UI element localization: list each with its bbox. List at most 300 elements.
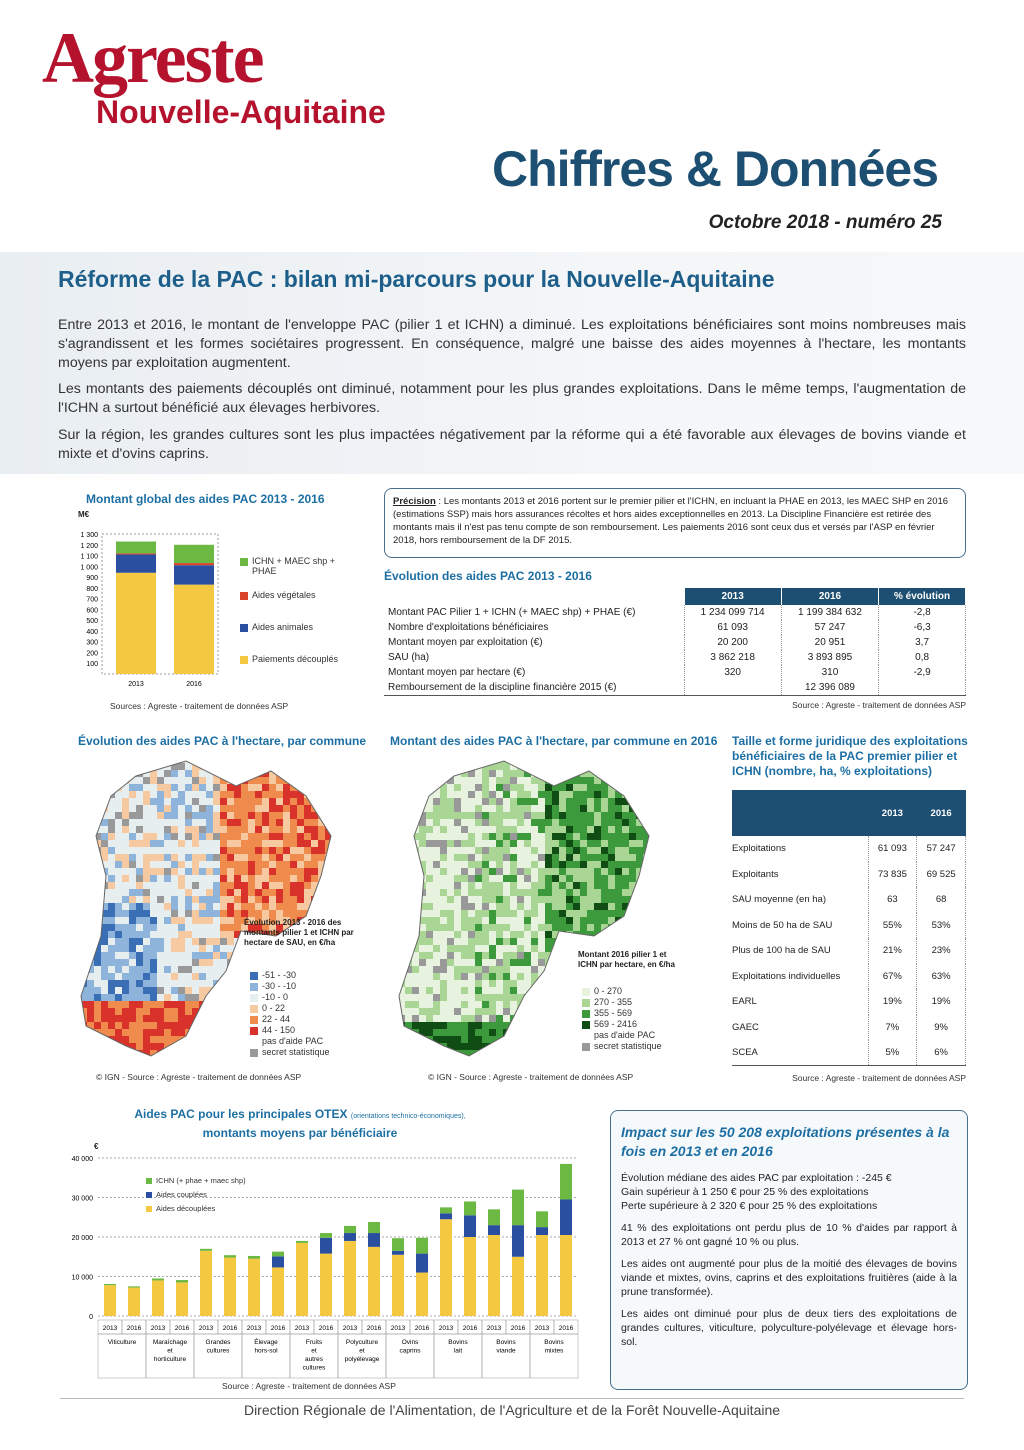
legend-label: -51 - -30 bbox=[262, 970, 297, 980]
table-cell: 0,8 bbox=[879, 650, 966, 665]
taille-header bbox=[732, 790, 868, 836]
table-cell: Montant PAC Pilier 1 + ICHN (+ MAEC shp) + PHAE (€) bbox=[384, 605, 684, 620]
x-tick-label: 2016 bbox=[318, 1325, 334, 1332]
group-label: et bbox=[311, 1347, 317, 1355]
group-label: horticulture bbox=[153, 1356, 187, 1363]
table-cell: -2,9 bbox=[879, 665, 966, 680]
bar-segment bbox=[272, 1256, 284, 1267]
chart2-legend bbox=[146, 1176, 246, 1218]
map2-legend-item bbox=[582, 997, 662, 1007]
article-title: Réforme de la PAC : bilan mi-parcours pour la Nouvelle-Aquitaine bbox=[58, 266, 775, 292]
bar-segment bbox=[320, 1238, 332, 1254]
legend-swatch bbox=[240, 592, 248, 600]
group-label: hors-sol bbox=[254, 1347, 278, 1355]
table-cell: 61 093 bbox=[868, 836, 917, 862]
x-tick-label: 2013 bbox=[534, 1325, 550, 1332]
bar-segment bbox=[488, 1209, 500, 1225]
bar-segment bbox=[128, 1286, 140, 1287]
y-tick-label: 900 bbox=[86, 575, 98, 583]
map2-legend-item bbox=[582, 1019, 662, 1029]
y-tick-label: 500 bbox=[86, 618, 98, 626]
legend-label: Aides animales bbox=[252, 622, 314, 632]
map2-legend-item bbox=[582, 1041, 662, 1051]
map2-legend-item bbox=[582, 1030, 662, 1040]
bar-segment bbox=[116, 542, 156, 554]
group-label: cultures bbox=[206, 1347, 230, 1355]
map1-legend-item bbox=[250, 1036, 330, 1046]
bar-segment bbox=[248, 1256, 260, 1259]
group-label: polyélevage bbox=[344, 1356, 380, 1363]
x-tick-label: 2013 bbox=[294, 1325, 310, 1332]
y-tick-label: 1 000 bbox=[80, 564, 98, 572]
logo-region: Nouvelle-Aquitaine bbox=[96, 94, 386, 130]
map2-title: Montant des aides PAC à l'hectare, par commune en 2016 bbox=[390, 734, 718, 748]
group-label: Viticulture bbox=[107, 1339, 137, 1346]
chart2-subtitle: montants moyens par bénéficiaire bbox=[202, 1126, 398, 1140]
table-cell: 7% bbox=[868, 1015, 917, 1041]
legend-label: 22 - 44 bbox=[262, 1014, 291, 1024]
table-cell: SCEA bbox=[732, 1040, 868, 1066]
x-tick-label: 2013 bbox=[150, 1325, 166, 1332]
x-tick-label: 2016 bbox=[270, 1325, 286, 1332]
bar-segment bbox=[224, 1255, 236, 1257]
evolution-row bbox=[384, 635, 966, 650]
table-cell: 19% bbox=[917, 989, 966, 1015]
chart2-title-main: Aides PAC pour les principales OTEX bbox=[134, 1107, 348, 1121]
group-label: Polyculture bbox=[345, 1339, 379, 1346]
table-cell: 20 200 bbox=[684, 635, 781, 650]
impact-paragraph: Évolution médiane des aides PAC par exploitation : -245 € Gain supérieur à 1 250 € pour 25 % des exploitations Perte supérieure à 2 320 € pour 25 % des exploitations bbox=[621, 1172, 892, 1212]
bar-segment bbox=[296, 1243, 308, 1316]
table-cell: Moins de 50 ha de SAU bbox=[732, 913, 868, 939]
chart1-svg bbox=[60, 520, 235, 702]
impact-title: Impact sur les 50 208 exploitations présentes à la fois en 2013 et en 2016 bbox=[621, 1124, 950, 1159]
y-tick-label: 0 bbox=[89, 1314, 93, 1321]
map2-legend-item bbox=[582, 986, 662, 996]
table-cell: 6% bbox=[917, 1040, 966, 1066]
evolution-title: Évolution des aides PAC 2013 - 2016 bbox=[384, 569, 592, 583]
x-tick-label: 2013 bbox=[198, 1325, 214, 1332]
legend-swatch bbox=[240, 624, 248, 632]
x-tick-label: 2016 bbox=[186, 681, 202, 688]
x-tick-label: 2013 bbox=[128, 681, 144, 688]
chart2-source: Source : Agreste - traitement de données ASP bbox=[222, 1381, 396, 1391]
evolution-row bbox=[384, 680, 966, 695]
map1-legend-item bbox=[250, 1047, 330, 1057]
bar-segment bbox=[512, 1225, 524, 1257]
bar-segment bbox=[116, 573, 156, 674]
taille-title: Taille et forme juridique des exploitations bénéficiaires de la PAC premier pilier et ICHN (nombre, ha, % exploitations) bbox=[732, 734, 968, 778]
map1-legend-item bbox=[250, 970, 330, 980]
bar-segment bbox=[464, 1237, 476, 1316]
table-cell: Exploitations individuelles bbox=[732, 964, 868, 990]
x-tick-label: 2013 bbox=[342, 1325, 358, 1332]
group-label: Fruits bbox=[305, 1339, 323, 1346]
y-tick-label: 300 bbox=[86, 639, 98, 647]
taille-row bbox=[732, 938, 966, 964]
bar-segment bbox=[488, 1225, 500, 1235]
table-cell: 57 247 bbox=[917, 836, 966, 862]
bar-segment bbox=[104, 1285, 116, 1316]
table-cell: 5% bbox=[868, 1040, 917, 1066]
legend-swatch bbox=[582, 1021, 590, 1029]
table-cell: SAU (ha) bbox=[384, 650, 684, 665]
bar-segment bbox=[440, 1219, 452, 1316]
bar-segment bbox=[536, 1211, 548, 1227]
chart2-title bbox=[40, 1106, 560, 1142]
chart2-svg bbox=[54, 1148, 584, 1384]
map1-title: Évolution des aides PAC à l'hectare, par commune bbox=[78, 734, 367, 748]
bar-segment bbox=[416, 1273, 428, 1316]
table-cell: Remboursement de la discipline financière 2015 (€) bbox=[384, 680, 684, 695]
legend-swatch bbox=[146, 1206, 152, 1212]
evolution-table bbox=[384, 588, 966, 696]
y-tick-label: 400 bbox=[86, 628, 98, 636]
table-cell: 63% bbox=[917, 964, 966, 990]
bar-segment bbox=[560, 1199, 572, 1235]
legend-label: secret statistique bbox=[262, 1047, 330, 1057]
chart1-legend-item bbox=[240, 654, 352, 664]
evolution-row bbox=[384, 605, 966, 620]
chart2-unit: € bbox=[94, 1142, 99, 1151]
intro-paragraph: Sur la région, les grandes cultures sont les plus impactées négativement par la réforme qui a été favorable aux élevages de bovins viande et mixte et d'ovins caprins. bbox=[58, 427, 966, 462]
legend-label: Aides couplées bbox=[156, 1190, 207, 1199]
legend-swatch bbox=[240, 656, 248, 664]
x-tick-label: 2013 bbox=[102, 1325, 118, 1332]
x-tick-label: 2013 bbox=[486, 1325, 502, 1332]
bar-segment bbox=[200, 1251, 212, 1316]
map1-legend-item bbox=[250, 981, 330, 991]
table-cell: EARL bbox=[732, 989, 868, 1015]
legend-swatch bbox=[250, 972, 258, 980]
table-cell: 61 093 bbox=[684, 620, 781, 635]
group-label: Bovins bbox=[544, 1339, 564, 1346]
bar-segment bbox=[320, 1254, 332, 1316]
x-tick-label: 2016 bbox=[510, 1325, 526, 1332]
table-cell: Plus de 100 ha de SAU bbox=[732, 938, 868, 964]
table-cell: Montant moyen par hectare (€) bbox=[384, 665, 684, 680]
precision-text: : Les montants 2013 et 2016 portent sur le premier pilier et l'ICHN, en incluant la PHAE en 2013, les MAEC SHP en 2016 (estimations SSP) mais hors assurances récoltes et hors aides exceptionnelles en 2013. La Discipline Financière est retirée des montants mais il n'est pas tenu compte de son remboursement. Les paiements 2016 sont ceux dus et versés par l'ASP en février 2018, hors remboursement de la DF 2015. bbox=[393, 496, 949, 546]
bar-segment bbox=[416, 1238, 428, 1254]
evolution-row bbox=[384, 665, 966, 680]
impact-paragraph: Les aides ont diminué pour plus de deux tiers des exploitations de grandes cultures, viticulture, polyculture-polyélevage et élevage hors-sol. bbox=[621, 1308, 957, 1348]
bar-segment bbox=[296, 1241, 308, 1243]
bar-segment bbox=[344, 1241, 356, 1316]
table-cell bbox=[879, 680, 966, 695]
bar-segment bbox=[368, 1222, 380, 1233]
bar-segment bbox=[392, 1251, 404, 1255]
chart2-legend-item bbox=[146, 1190, 246, 1199]
table-cell: 1 199 384 632 bbox=[781, 605, 878, 620]
x-tick-label: 2016 bbox=[462, 1325, 478, 1332]
y-tick-label: 40 000 bbox=[71, 1156, 93, 1163]
chart1-legend bbox=[240, 556, 352, 664]
map2-legend-title: Montant 2016 pilier 1 et ICHN par hectare, en €/ha bbox=[578, 950, 675, 969]
precision-box bbox=[384, 488, 966, 558]
bar-segment bbox=[440, 1213, 452, 1219]
table-cell: 310 bbox=[781, 665, 878, 680]
group-label: lait bbox=[453, 1347, 463, 1355]
group-label: et bbox=[167, 1347, 173, 1355]
legend-swatch bbox=[250, 1027, 258, 1035]
taille-row bbox=[732, 836, 966, 862]
table-cell: 23% bbox=[917, 938, 966, 964]
chart1-title: Montant global des aides PAC 2013 - 2016 bbox=[86, 492, 325, 506]
bar-segment bbox=[152, 1280, 164, 1316]
y-tick-label: 100 bbox=[86, 661, 98, 669]
legend-swatch bbox=[250, 1005, 258, 1013]
x-tick-label: 2013 bbox=[438, 1325, 454, 1332]
map1-legend-item bbox=[250, 992, 330, 1002]
group-label: Ovins bbox=[401, 1339, 419, 1346]
legend-swatch bbox=[146, 1178, 152, 1184]
legend-label: -10 - 0 bbox=[262, 992, 289, 1002]
bar-segment bbox=[464, 1215, 476, 1237]
evolution-header: % évolution bbox=[879, 588, 966, 605]
legend-swatch bbox=[250, 994, 258, 1002]
bar-segment bbox=[560, 1235, 572, 1316]
bar-segment bbox=[320, 1233, 332, 1238]
x-tick-label: 2016 bbox=[174, 1325, 190, 1332]
group-label: autres bbox=[304, 1356, 324, 1363]
group-label: Grandes bbox=[205, 1339, 231, 1346]
x-tick-label: 2016 bbox=[126, 1325, 142, 1332]
chart1-legend-item bbox=[240, 590, 352, 600]
y-tick-label: 10 000 bbox=[71, 1274, 93, 1282]
legend-label: 0 - 270 bbox=[594, 986, 623, 996]
bar-segment bbox=[176, 1280, 188, 1282]
table-cell: Nombre d'exploitations bénéficiaires bbox=[384, 620, 684, 635]
y-tick-label: 20 000 bbox=[71, 1235, 93, 1242]
x-tick-label: 2013 bbox=[246, 1325, 262, 1332]
bar-segment bbox=[560, 1164, 572, 1200]
evolution-header bbox=[384, 588, 684, 605]
group-label: cultures bbox=[302, 1364, 326, 1372]
bar-segment bbox=[128, 1288, 140, 1316]
group-label: caprins bbox=[399, 1347, 421, 1355]
table-cell: 20 951 bbox=[781, 635, 878, 650]
intro-paragraph: Entre 2013 et 2016, le montant de l'enveloppe PAC (pilier 1 et ICHN) a diminué. Les exploitations bénéficiaires sont moins nombreuses mais s'agrandissent et les formes sociétaires progressent. En conséquence, malgré une baisse des aides moyennes à l'hectare, les montants moyens par exploitation augmentent. bbox=[58, 317, 966, 371]
chart2-legend-item bbox=[146, 1204, 246, 1213]
bar-segment bbox=[116, 553, 156, 554]
legend-label: -30 - -10 bbox=[262, 981, 297, 991]
table-cell: 19% bbox=[868, 989, 917, 1015]
table-cell: 1 234 099 714 bbox=[684, 605, 781, 620]
table-cell: 69 525 bbox=[917, 862, 966, 888]
bar-segment bbox=[512, 1190, 524, 1226]
bar-segment bbox=[224, 1258, 236, 1316]
chart1-legend-item bbox=[240, 556, 352, 576]
table-cell: -6,3 bbox=[879, 620, 966, 635]
taille-row bbox=[732, 989, 966, 1015]
table-cell: 53% bbox=[917, 913, 966, 939]
bar-segment bbox=[488, 1235, 500, 1316]
bar-segment bbox=[272, 1267, 284, 1316]
map1-legend-item bbox=[250, 1014, 330, 1024]
legend-swatch bbox=[250, 1016, 258, 1024]
impact-paragraph: 41 % des exploitations ont perdu plus de 10 % d'aides par rapport à 2013 et 27 % ont gagné 10 % ou plus. bbox=[621, 1222, 957, 1248]
table-cell: 320 bbox=[684, 665, 781, 680]
bar-segment bbox=[200, 1249, 212, 1251]
table-cell: Exploitants bbox=[732, 862, 868, 888]
legend-swatch bbox=[240, 558, 248, 566]
chart2-title-note: (orientations technico-économiques), bbox=[350, 1113, 466, 1120]
bar-segment bbox=[512, 1257, 524, 1316]
legend-label: pas d'aide PAC bbox=[262, 1036, 324, 1046]
evolution-row bbox=[384, 620, 966, 635]
map1-legend-title: Évolution 2013 - 2016 des montants pilier 1 et ICHN par hectare de SAU, en €/ha bbox=[244, 918, 354, 947]
chart1-unit: M€ bbox=[78, 510, 90, 519]
table-cell: 3 862 218 bbox=[684, 650, 781, 665]
legend-swatch bbox=[582, 1032, 590, 1040]
table-cell bbox=[684, 680, 781, 695]
taille-header: 2016 bbox=[917, 790, 966, 836]
legend-swatch bbox=[582, 1010, 590, 1018]
map2-legend-item bbox=[582, 1008, 662, 1018]
legend-label: 270 - 355 bbox=[594, 997, 633, 1007]
legend-label: 44 - 150 bbox=[262, 1025, 296, 1035]
x-tick-label: 2016 bbox=[558, 1325, 574, 1332]
legend-swatch bbox=[250, 1049, 258, 1057]
table-cell: 3,7 bbox=[879, 635, 966, 650]
table-cell: 67% bbox=[868, 964, 917, 990]
bar-segment bbox=[176, 1282, 188, 1316]
legend-label: 0 - 22 bbox=[262, 1003, 286, 1013]
group-label: Maraîchage bbox=[152, 1339, 188, 1346]
bar-segment bbox=[368, 1247, 380, 1316]
y-tick-label: 800 bbox=[86, 585, 98, 593]
legend-swatch bbox=[582, 999, 590, 1007]
group-label: Élevage bbox=[254, 1339, 278, 1346]
bar-segment bbox=[416, 1254, 428, 1273]
bar-segment bbox=[536, 1227, 548, 1235]
y-tick-label: 30 000 bbox=[71, 1195, 93, 1203]
table-cell: GAEC bbox=[732, 1015, 868, 1041]
table-cell: 3 893 895 bbox=[781, 650, 878, 665]
bar-segment bbox=[536, 1235, 548, 1316]
intro-paragraph: Les montants des paiements découplés ont diminué, notamment pour les plus grandes exploitations. Dans le même temps, l'augmentation de l'ICHN a surtout bénéficié aux élevages herbivores. bbox=[58, 381, 966, 416]
legend-swatch bbox=[250, 983, 258, 991]
y-tick-label: 1 100 bbox=[80, 553, 98, 561]
legend-swatch bbox=[582, 988, 590, 996]
map1-legend-item bbox=[250, 1025, 330, 1035]
taille-row bbox=[732, 862, 966, 888]
bar-segment bbox=[174, 585, 214, 674]
group-label: et bbox=[359, 1347, 365, 1355]
bar-segment bbox=[368, 1233, 380, 1247]
x-tick-label: 2016 bbox=[366, 1325, 382, 1332]
taille-source: Source : Agreste - traitement de données ASP bbox=[792, 1073, 966, 1083]
legend-label: 355 - 569 bbox=[594, 1008, 633, 1018]
evolution-source: Source : Agreste - traitement de données ASP bbox=[792, 700, 966, 710]
bar-segment bbox=[392, 1255, 404, 1316]
y-tick-label: 700 bbox=[86, 596, 98, 604]
bar-segment bbox=[272, 1252, 284, 1257]
legend-label: pas d'aide PAC bbox=[594, 1030, 656, 1040]
bar-segment bbox=[344, 1226, 356, 1233]
y-tick-label: 200 bbox=[86, 650, 98, 658]
table-cell: 57 247 bbox=[781, 620, 878, 635]
table-cell: -2,8 bbox=[879, 605, 966, 620]
bar-segment bbox=[174, 563, 214, 565]
chart2-legend-item bbox=[146, 1176, 246, 1185]
table-cell: 12 396 089 bbox=[781, 680, 878, 695]
legend-label: Aides découplées bbox=[156, 1204, 216, 1213]
bar-segment bbox=[440, 1207, 452, 1213]
bar-segment bbox=[174, 545, 214, 563]
impact-box bbox=[610, 1110, 968, 1390]
map1-legend bbox=[250, 970, 330, 1058]
bar-segment bbox=[152, 1278, 164, 1280]
x-tick-label: 2016 bbox=[414, 1325, 430, 1332]
legend-label: 569 - 2416 bbox=[594, 1019, 638, 1029]
logo-agreste: Agreste bbox=[42, 18, 263, 98]
bar-segment bbox=[116, 554, 156, 572]
group-label: mixtes bbox=[544, 1347, 564, 1355]
map2-source: © IGN - Source : Agreste - traitement de données ASP bbox=[428, 1072, 634, 1082]
legend-label: Paiements découplés bbox=[252, 654, 339, 664]
map1-source: © IGN - Source : Agreste - traitement de données ASP bbox=[96, 1072, 302, 1082]
evolution-header: 2016 bbox=[781, 588, 878, 605]
bar-segment bbox=[104, 1284, 116, 1285]
precision-label: Précision bbox=[393, 496, 436, 507]
table-cell: 68 bbox=[917, 887, 966, 913]
impact-paragraph: Les aides ont augmenté pour plus de la moitié des élevages de bovins viande et mixtes, ovins, caprins et des exploitations fruitières (aide à la prune transformée). bbox=[621, 1258, 957, 1298]
y-tick-label: 600 bbox=[86, 607, 98, 615]
legend-swatch bbox=[250, 1038, 258, 1046]
publication-series: Chiffres & Données bbox=[492, 141, 938, 197]
chart1-legend-item bbox=[240, 622, 352, 632]
bar-segment bbox=[464, 1201, 476, 1215]
taille-header: 2013 bbox=[868, 790, 917, 836]
taille-row bbox=[732, 1040, 966, 1066]
legend-label: ICHN + MAEC shp + PHAE bbox=[252, 556, 336, 576]
bar-segment bbox=[174, 565, 214, 584]
footer-divider bbox=[60, 1398, 964, 1399]
legend-label: ICHN (+ phae + maec shp) bbox=[156, 1176, 246, 1185]
taille-row bbox=[732, 913, 966, 939]
map2-legend bbox=[582, 986, 662, 1052]
chart1-source: Sources : Agreste - traitement de données ASP bbox=[110, 701, 289, 711]
bar-segment bbox=[392, 1238, 404, 1251]
issue-date: Octobre 2018 - numéro 25 bbox=[708, 212, 942, 233]
table-cell: 21% bbox=[868, 938, 917, 964]
table-cell: 73 835 bbox=[868, 862, 917, 888]
evolution-row bbox=[384, 650, 966, 665]
taille-row bbox=[732, 887, 966, 913]
bar-segment bbox=[248, 1259, 260, 1316]
table-cell: Montant moyen par exploitation (€) bbox=[384, 635, 684, 650]
map1-legend-item bbox=[250, 1003, 330, 1013]
taille-row bbox=[732, 1015, 966, 1041]
table-cell: 55% bbox=[868, 913, 917, 939]
bar-segment bbox=[344, 1233, 356, 1241]
table-cell: Exploitations bbox=[732, 836, 868, 862]
y-tick-label: 1 200 bbox=[80, 542, 98, 550]
y-tick-label: 1 300 bbox=[80, 532, 98, 539]
legend-label: secret statistique bbox=[594, 1041, 662, 1051]
legend-swatch bbox=[582, 1043, 590, 1051]
taille-table bbox=[732, 790, 966, 1066]
legend-label: Aides végétales bbox=[252, 590, 316, 600]
legend-swatch bbox=[146, 1192, 152, 1198]
table-cell: 63 bbox=[868, 887, 917, 913]
x-tick-label: 2013 bbox=[390, 1325, 406, 1332]
taille-row bbox=[732, 964, 966, 990]
group-label: viande bbox=[496, 1347, 516, 1355]
table-cell: SAU moyenne (en ha) bbox=[732, 887, 868, 913]
table-cell: 9% bbox=[917, 1015, 966, 1041]
